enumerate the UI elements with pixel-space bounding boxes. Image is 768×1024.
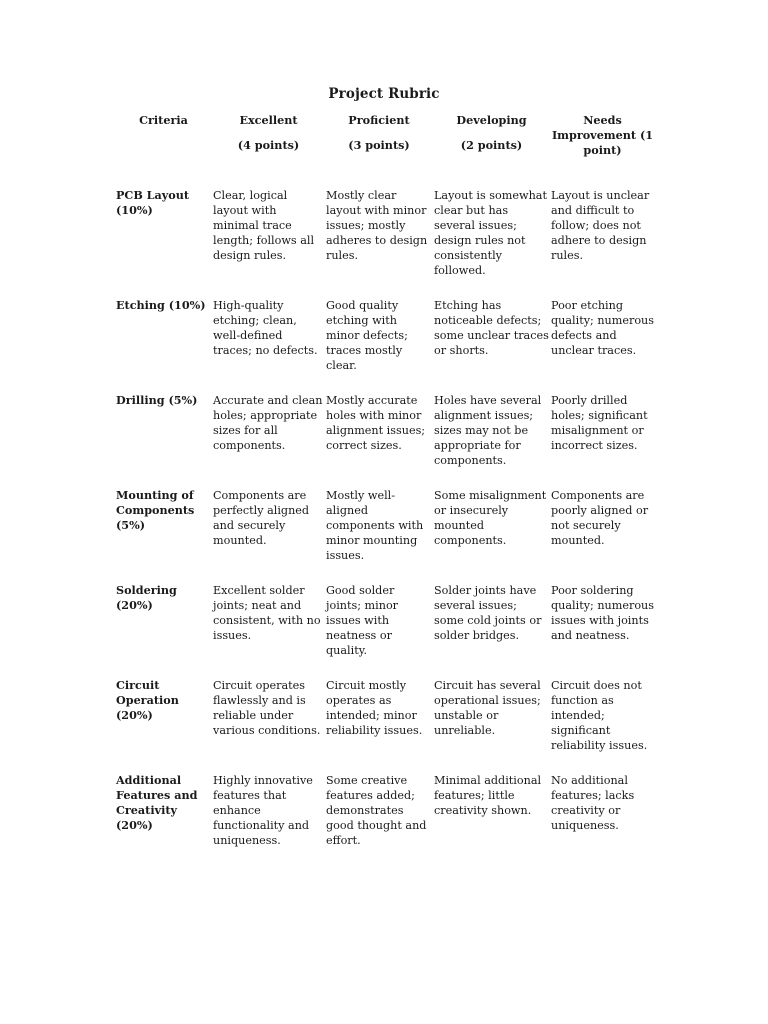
needs-improvement-cell: No additional features; lacks creativity or uniqueness. [551, 774, 635, 832]
criteria-cell: Soldering (20%) [116, 583, 177, 612]
needs-improvement-cell: Poor soldering quality; numerous issues with joints and neatness. [551, 584, 655, 642]
rubric-table [116, 113, 656, 868]
developing-cell: Etching has noticeable defects; some unclear traces or shorts. [434, 299, 549, 357]
table-row [116, 298, 656, 393]
proficient-cell: Mostly accurate holes with minor alignment issues; correct sizes. [326, 394, 426, 452]
developing-cell: Holes have several alignment issues; sizes may not be appropriate for components. [434, 394, 542, 467]
needs-improvement-cell: Layout is unclear and difficult to follow; does not adhere to design rules. [551, 189, 650, 262]
developing-cell: Circuit has several operational issues; unstable or unreliable. [434, 679, 541, 737]
needs-improvement-cell: Poorly drilled holes; significant misalignment or incorrect sizes. [551, 394, 648, 452]
criteria-cell: Circuit Operation (20%) [116, 678, 179, 722]
developing-cell: Minimal additional features; little creativity shown. [434, 774, 542, 817]
excellent-cell: High-quality etching; clean, well-defined traces; no defects. [213, 299, 318, 357]
header-proficient: Proficient (3 points) [326, 113, 434, 188]
proficient-cell: Circuit mostly operates as intended; minor reliability issues. [326, 679, 423, 737]
excellent-cell: Clear, logical layout with minimal trace length; follows all design rules. [213, 189, 315, 262]
header-row [116, 113, 656, 188]
criteria-cell: Etching (10%) [116, 298, 206, 312]
header-needs-improvement: Needs Improvement (1 point) [551, 113, 654, 157]
proficient-cell: Mostly well-aligned components with minor mounting issues. [326, 489, 424, 562]
needs-improvement-cell: Poor etching quality; numerous defects and unclear traces. [551, 299, 655, 357]
developing-cell: Some misalignment or insecurely mounted components. [434, 489, 547, 547]
table-row [116, 488, 656, 583]
excellent-cell: Excellent solder joints; neat and consistent, with no issues. [213, 584, 321, 642]
header-excellent: Excellent (4 points) [213, 113, 326, 188]
excellent-cell: Circuit operates flawlessly and is reliable under various conditions. [213, 679, 321, 737]
developing-cell: Solder joints have several issues; some cold joints or solder bridges. [434, 584, 542, 642]
proficient-cell: Some creative features added; demonstrates good thought and effort. [326, 774, 427, 847]
header-developing: Developing (2 points) [434, 113, 551, 188]
criteria-cell: Drilling (5%) [116, 393, 198, 407]
proficient-cell: Mostly clear layout with minor issues; mostly adheres to design rules. [326, 189, 428, 262]
proficient-cell: Good quality etching with minor defects; traces mostly clear. [326, 299, 408, 372]
needs-improvement-cell: Components are poorly aligned or not securely mounted. [551, 489, 649, 547]
header-excellent-points: (4 points) [237, 138, 300, 152]
header-proficient-points: (3 points) [348, 138, 410, 152]
page-title: Project Rubric [328, 86, 440, 102]
header-developing-points: (2 points) [460, 138, 523, 152]
excellent-cell: Highly innovative features that enhance functionality and uniqueness. [213, 774, 313, 847]
developing-cell: Layout is somewhat clear but has several issues; design rules not consistently followed. [434, 189, 547, 277]
table-row [116, 188, 656, 298]
table-row [116, 773, 656, 868]
table-row [116, 678, 656, 773]
criteria-cell: Mounting of Components (5%) [116, 488, 195, 532]
criteria-cell: PCB Layout (10%) [116, 188, 190, 217]
criteria-cell: Additional Features and Creativity (20%) [116, 773, 198, 832]
table-row [116, 393, 656, 488]
header-criteria: Criteria [139, 113, 188, 127]
excellent-cell: Accurate and clean holes; appropriate sizes for all components. [213, 394, 323, 452]
table-row [116, 583, 656, 678]
proficient-cell: Good solder joints; minor issues with neatness or quality. [326, 584, 399, 657]
needs-improvement-cell: Circuit does not function as intended; significant reliability issues. [551, 679, 648, 752]
excellent-cell: Components are perfectly aligned and securely mounted. [213, 489, 310, 547]
